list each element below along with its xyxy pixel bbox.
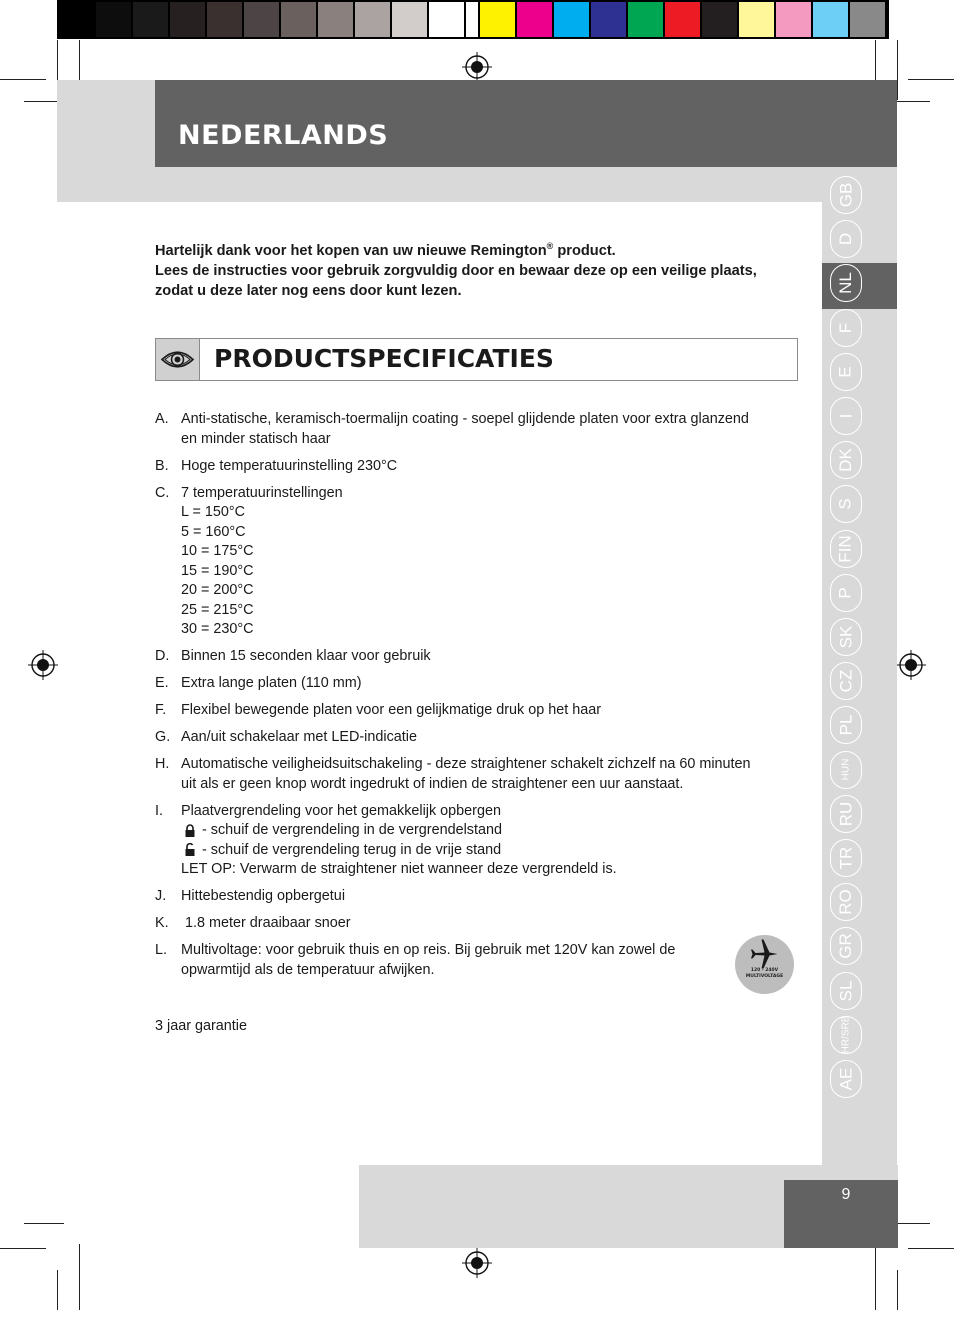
spec-item bbox=[155, 914, 785, 934]
spec-text bbox=[181, 457, 785, 477]
intro-line1-end: product. bbox=[553, 242, 616, 259]
language-tab-label: SK bbox=[836, 625, 855, 649]
language-tab-label: PL bbox=[835, 714, 855, 736]
spec-letter: L. bbox=[155, 942, 168, 958]
spec-item bbox=[155, 457, 785, 477]
spec-letter: E. bbox=[155, 675, 169, 691]
unlock-text: - schuif de vergrendeling terug in de vrije stand bbox=[202, 841, 502, 858]
registration-mark-icon bbox=[462, 1248, 492, 1278]
color-swatch bbox=[170, 2, 205, 37]
spec-letter: C. bbox=[155, 484, 170, 501]
spec-text bbox=[181, 728, 785, 748]
language-tab-s[interactable] bbox=[830, 485, 862, 523]
language-tab-hr-srb[interactable] bbox=[830, 1016, 862, 1054]
crop-mark bbox=[897, 40, 898, 100]
crop-mark bbox=[0, 1248, 46, 1249]
crop-mark bbox=[897, 1270, 898, 1310]
language-tab-label: HR/SRB bbox=[840, 1015, 852, 1054]
crop-mark bbox=[57, 1270, 58, 1310]
spec-letter: K. bbox=[155, 915, 169, 931]
language-tab-label: FIN bbox=[835, 534, 855, 563]
crop-mark bbox=[79, 1244, 80, 1310]
spec-list bbox=[155, 410, 785, 988]
language-tab-label: RU bbox=[836, 801, 855, 827]
spec-line: Flexibel bewegende platen voor een gelijkmatige druk op het haar bbox=[181, 702, 601, 718]
language-tab-tr[interactable] bbox=[830, 839, 862, 877]
crop-mark bbox=[875, 1244, 876, 1310]
lock-instruction bbox=[181, 821, 785, 841]
spec-line: Extra lange platen (110 mm) bbox=[181, 675, 362, 691]
color-swatch bbox=[665, 2, 700, 37]
spec-item bbox=[155, 484, 785, 640]
language-tab-label: F bbox=[835, 322, 855, 333]
spec-line: Automatische veiligheidsuitschakeling - deze straightener schakelt zichzelf na 60 minuten bbox=[181, 756, 751, 772]
spec-text bbox=[181, 647, 785, 667]
language-tab-label: AE bbox=[836, 1067, 855, 1091]
spec-line: Hoge temperatuurinstelling 230°C bbox=[181, 457, 398, 474]
color-bar-gap bbox=[466, 2, 478, 37]
color-calibration-bar bbox=[57, 0, 889, 39]
spec-line: Plaatvergrendeling voor het gemakkelijk opbergen bbox=[181, 802, 501, 819]
unlock-instruction bbox=[181, 841, 785, 861]
language-tab-fin[interactable] bbox=[830, 530, 862, 568]
color-swatch bbox=[207, 2, 242, 37]
lock-warning: LET OP: Verwarm de straightener niet wanneer deze vergrendeld is. bbox=[181, 861, 617, 877]
language-tab-label: SL bbox=[835, 980, 855, 1001]
color-swatch bbox=[244, 2, 279, 37]
spec-text bbox=[181, 887, 785, 907]
color-swatch bbox=[628, 2, 663, 37]
section-icon-box bbox=[155, 338, 200, 381]
color-swatch bbox=[429, 2, 464, 37]
language-tab-label: I bbox=[835, 413, 855, 419]
spec-line: 20 = 200°C bbox=[181, 582, 254, 598]
language-tab-pl[interactable] bbox=[830, 706, 862, 744]
language-tab-label: GB bbox=[836, 182, 855, 208]
spec-letter: A. bbox=[155, 411, 169, 427]
spec-line: Hittebestendig opbergetui bbox=[181, 888, 346, 904]
spec-line: 25 = 215°C bbox=[181, 601, 254, 618]
spec-item bbox=[155, 802, 785, 880]
language-tab-f[interactable] bbox=[830, 309, 862, 347]
language-tab-gr[interactable] bbox=[830, 927, 862, 965]
language-tab-sk[interactable] bbox=[830, 618, 862, 656]
language-tab-ro[interactable] bbox=[830, 883, 862, 921]
color-swatch bbox=[554, 2, 589, 37]
eye-icon bbox=[156, 339, 199, 380]
crop-mark bbox=[875, 40, 876, 84]
registered-mark: ® bbox=[546, 241, 554, 251]
language-tab-nl[interactable] bbox=[830, 264, 862, 302]
spec-line: Binnen 15 seconden klaar voor gebruik bbox=[181, 648, 431, 664]
spec-item bbox=[155, 647, 785, 667]
spec-line: Anti-statische, keramisch-toermalijn coating - soepel glijdende platen voor extra glanzend bbox=[181, 411, 749, 427]
page-title: NEDERLANDS bbox=[178, 120, 389, 151]
spec-item bbox=[155, 674, 785, 694]
spec-text bbox=[181, 941, 785, 980]
language-tab-label: GR bbox=[836, 933, 855, 960]
language-tab-dk[interactable] bbox=[830, 441, 862, 479]
registration-mark-icon bbox=[462, 52, 492, 82]
crop-mark bbox=[24, 1223, 64, 1224]
spec-letter: F. bbox=[155, 702, 167, 718]
color-swatch bbox=[392, 2, 427, 37]
color-swatch bbox=[850, 2, 885, 37]
crop-mark bbox=[908, 1248, 954, 1249]
language-tab-cz[interactable] bbox=[830, 662, 862, 700]
lock-open-icon bbox=[184, 843, 196, 857]
language-tab-hun[interactable] bbox=[830, 751, 862, 789]
color-swatch bbox=[318, 2, 353, 37]
color-swatch bbox=[739, 2, 774, 37]
language-tab-i[interactable] bbox=[830, 397, 862, 435]
crop-mark bbox=[0, 79, 46, 80]
color-swatch bbox=[59, 2, 94, 37]
language-tab-label: RO bbox=[836, 889, 855, 915]
registration-mark-icon bbox=[896, 650, 926, 680]
spec-item bbox=[155, 410, 785, 449]
language-tab-p[interactable] bbox=[830, 574, 862, 612]
spec-letter: B. bbox=[155, 457, 169, 474]
spec-line: Multivoltage: voor gebruik thuis en op reis. Bij gebruik met 120V kan zowel de bbox=[181, 942, 676, 958]
voltage-range: 120 - 240V bbox=[750, 968, 779, 973]
language-tab-label: HUN bbox=[840, 758, 852, 781]
spec-text bbox=[181, 914, 785, 934]
language-tab-label: DK bbox=[836, 448, 855, 472]
spec-text bbox=[181, 802, 785, 880]
spec-text bbox=[181, 701, 785, 721]
spec-line: 30 = 230°C bbox=[181, 621, 254, 637]
spec-line: 7 temperatuurinstellingen bbox=[181, 484, 343, 501]
color-swatch bbox=[96, 2, 131, 37]
spec-item bbox=[155, 941, 785, 980]
language-tab-ru[interactable] bbox=[830, 795, 862, 833]
spec-letter: J. bbox=[155, 888, 167, 904]
spec-line: en minder statisch haar bbox=[181, 430, 331, 447]
color-swatch bbox=[776, 2, 811, 37]
spec-line: 10 = 175°C bbox=[181, 543, 254, 559]
lock-closed-icon bbox=[184, 824, 196, 838]
spec-line: opwarmtijd als de temperatuur afwijken. bbox=[181, 961, 435, 978]
intro-line1: Hartelijk dank voor het kopen van uw nieuwe Remington bbox=[155, 242, 547, 259]
multivoltage-label: MULTIVOLTAGE bbox=[745, 974, 784, 979]
language-tab-e[interactable] bbox=[830, 353, 862, 391]
language-tab-label: TR bbox=[835, 846, 855, 870]
spec-line: L = 150°C bbox=[181, 504, 246, 520]
language-tab-label: D bbox=[836, 233, 855, 246]
language-tab-label: NL bbox=[835, 272, 855, 295]
spec-letter: H. bbox=[155, 756, 170, 772]
voltage-badge-text bbox=[735, 968, 794, 980]
spec-line: Aan/uit schakelaar met LED-indicatie bbox=[181, 729, 417, 745]
crop-mark bbox=[908, 79, 954, 80]
section-title: PRODUCTSPECIFICATIES bbox=[214, 344, 554, 373]
spec-letter: D. bbox=[155, 648, 170, 664]
voltage-badge bbox=[735, 935, 794, 994]
color-swatch bbox=[517, 2, 552, 37]
color-swatch bbox=[281, 2, 316, 37]
spec-item bbox=[155, 755, 785, 794]
page-number: 9 bbox=[841, 1186, 851, 1203]
language-tab-gb[interactable] bbox=[830, 176, 862, 214]
color-swatch bbox=[591, 2, 626, 37]
color-swatch bbox=[702, 2, 737, 37]
crop-mark bbox=[79, 40, 80, 84]
spec-text bbox=[181, 674, 785, 694]
language-tab-ae[interactable] bbox=[830, 1060, 862, 1098]
language-tab-label: E bbox=[836, 366, 855, 378]
color-swatch bbox=[813, 2, 848, 37]
color-swatch bbox=[133, 2, 168, 37]
warranty-text: 3 jaar garantie bbox=[155, 1018, 248, 1034]
language-tab-sl[interactable] bbox=[830, 972, 862, 1010]
language-tab-d[interactable] bbox=[830, 220, 862, 258]
spec-item bbox=[155, 728, 785, 748]
language-tab-label: P bbox=[836, 587, 855, 599]
spec-item bbox=[155, 701, 785, 721]
spec-line: uit als er geen knop wordt ingedrukt of indien de straightener een uur aanstaat. bbox=[181, 775, 684, 792]
spec-text bbox=[181, 755, 785, 794]
intro-line2: Lees de instructies voor gebruik zorgvuldig door en bewaar deze op een veilige plaats, zodat u deze later nog eens door kunt lezen. bbox=[155, 262, 757, 299]
spec-text bbox=[181, 410, 785, 449]
spec-text bbox=[181, 484, 785, 640]
intro-text bbox=[155, 236, 795, 301]
language-tab-label: CZ bbox=[835, 669, 855, 693]
registration-mark-icon bbox=[28, 650, 58, 680]
spec-letter: I. bbox=[155, 802, 163, 819]
spec-item bbox=[155, 887, 785, 907]
spec-line: 1.8 meter draaibaar snoer bbox=[181, 915, 351, 931]
color-swatch bbox=[480, 2, 515, 37]
language-tab-label: S bbox=[836, 498, 855, 511]
color-swatch bbox=[355, 2, 390, 37]
spec-letter: G. bbox=[155, 729, 171, 745]
spec-line: 15 = 190°C bbox=[181, 562, 254, 579]
lock-text: - schuif de vergrendeling in de vergrendelstand bbox=[202, 822, 502, 838]
spec-line: 5 = 160°C bbox=[181, 523, 246, 540]
